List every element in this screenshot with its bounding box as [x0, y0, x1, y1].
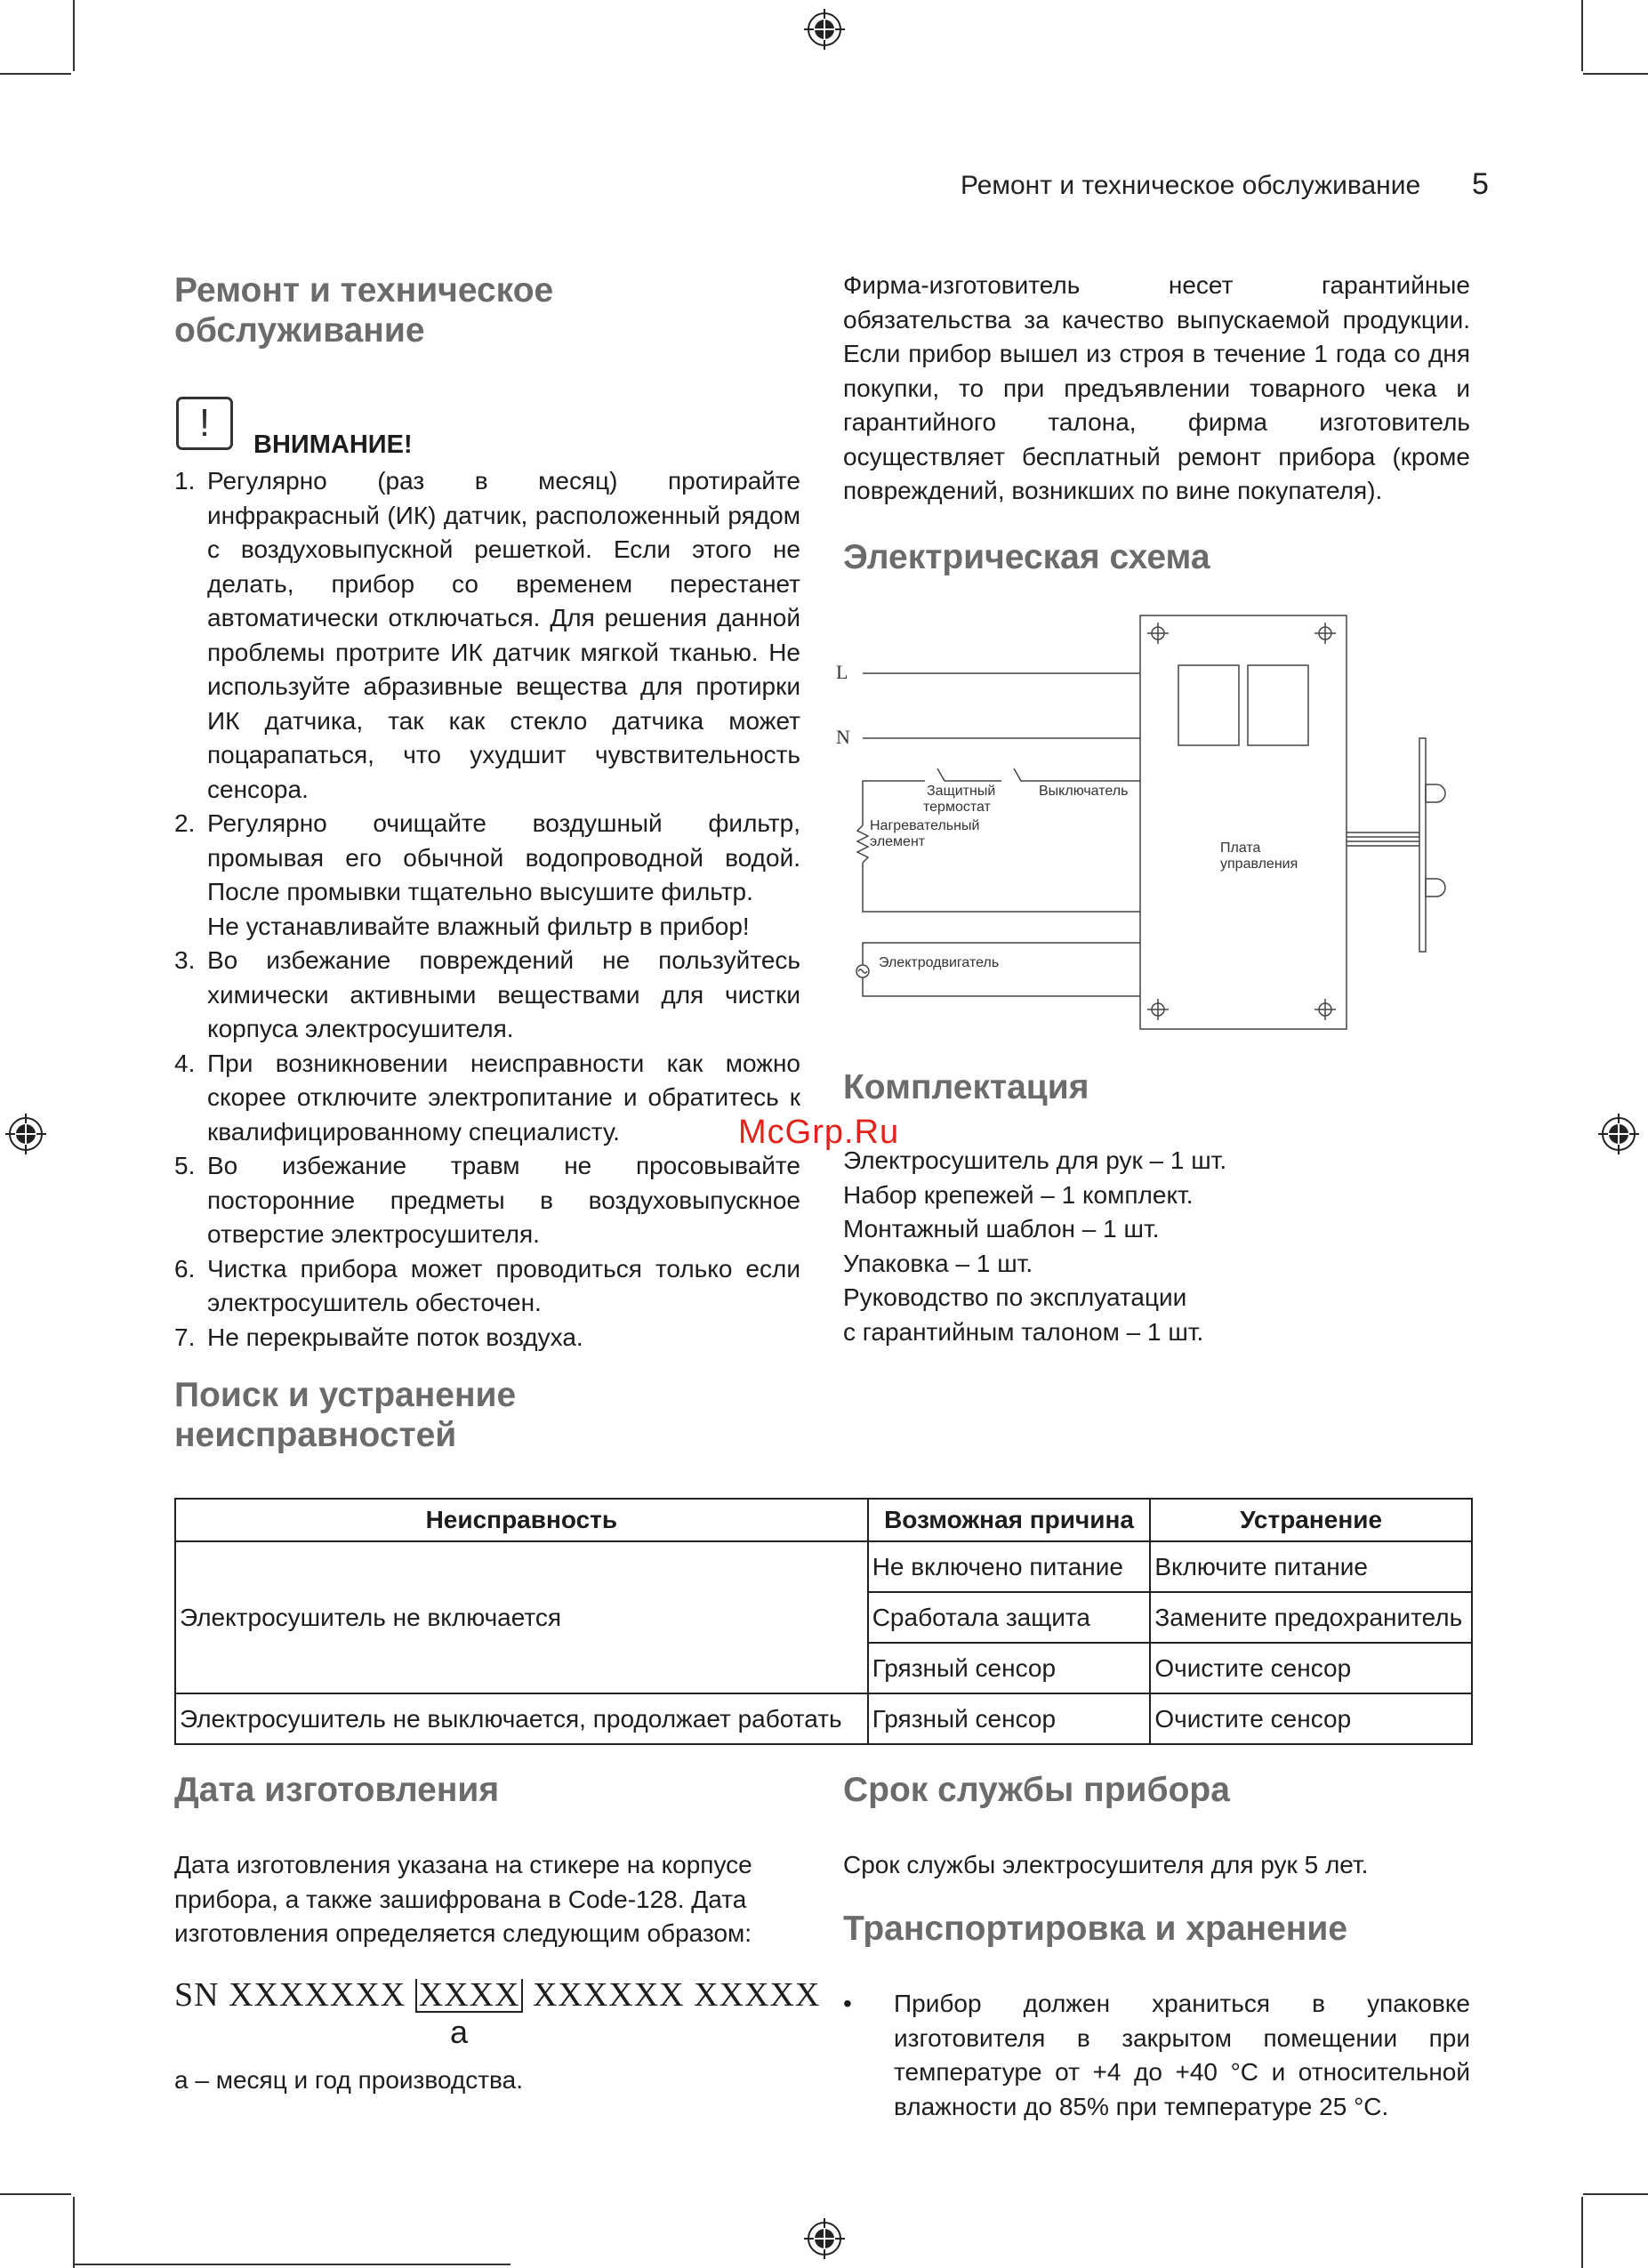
cause-cell: Не включено питание — [868, 1541, 1151, 1592]
crop-mark — [1581, 0, 1583, 71]
lifetime-text: Срок службы электросушителя для рук 5 лет. — [843, 1851, 1369, 1878]
warranty-text: Фирма-изготовитель несет гарантийные обязательства за качество выпускаемой продукции. Если прибор вышел из строя в течение 1 года со дня покупки, то при предъявлении товарного чека и гарантийного талона, фирма изготовитель осуществляет бесплатный ремонт прибора (кроме повреждений, возникших по вине покупателя). — [843, 271, 1470, 504]
kit-list — [843, 1144, 1470, 1349]
manufacture-text: Дата изготовления указана на стикере на корпусе прибора, а также зашифрована в Code-128. Дата изготовления определяется следующим образом: — [174, 1851, 752, 1947]
column-header: Возможная причина — [868, 1499, 1151, 1541]
list-item: с гарантийным талоном – 1 шт. — [843, 1317, 1204, 1346]
crop-mark — [73, 0, 75, 71]
label-motor: Электродвигатель — [879, 955, 1000, 970]
registration-mark-icon — [1596, 1112, 1641, 1156]
list-item: Набор крепежей – 1 комплект. — [843, 1180, 1194, 1209]
sensor-led-icon — [1426, 784, 1445, 802]
crop-mark — [1581, 2197, 1583, 2268]
label-n: N — [836, 726, 850, 748]
sensor-panel — [1419, 738, 1426, 952]
serial-suffix: XXXXXX XXXXX — [532, 1976, 821, 2014]
list-item: Монтажный шаблон – 1 шт. — [843, 1215, 1160, 1243]
table-row — [175, 1693, 1472, 1744]
crop-mark — [73, 2197, 75, 2268]
fault-cell: Электросушитель не включается — [175, 1541, 868, 1693]
label-thermostat: Защитный — [927, 784, 996, 799]
list-item: Электросушитель для рук – 1 шт. — [843, 1146, 1227, 1174]
serial-legend: a – месяц и год производства. — [174, 2066, 523, 2094]
page-number: 5 — [1472, 167, 1489, 201]
table-row — [175, 1541, 1472, 1592]
cause-cell: Сработала защита — [868, 1592, 1151, 1643]
list-item: 6. Чистка прибора может проводиться только если электросушитель обесточен. — [174, 1254, 800, 1316]
list-item: Руководство по эксплуатации — [843, 1283, 1187, 1311]
fix-cell: Очистите сенсор — [1150, 1693, 1472, 1744]
kit-heading: Комплектация — [843, 1068, 1089, 1106]
mount-hole-icon — [1147, 999, 1169, 1020]
list-item: 7. Не перекрывайте поток воздуха. — [174, 1323, 583, 1351]
column-header: Неисправность — [175, 1499, 868, 1541]
column-header: Устранение — [1150, 1499, 1472, 1541]
repair-heading: Ремонт и техническое обслуживание — [174, 271, 554, 350]
relay-2 — [1248, 665, 1308, 745]
serial-number-format — [174, 1975, 820, 2015]
crop-mark — [1583, 73, 1648, 75]
label-switch: Выключатель — [1039, 784, 1129, 799]
troubleshooting-heading: Поиск и устранение неисправностей — [174, 1376, 517, 1454]
label-l: L — [836, 661, 848, 683]
fix-cell: Очистите сенсор — [1150, 1643, 1472, 1693]
wire-heater — [1014, 768, 1140, 781]
label-board: Плата — [1220, 840, 1261, 856]
cause-cell: Грязный сенсор — [868, 1693, 1151, 1744]
crop-mark — [0, 73, 71, 75]
warning-label: ВНИМАНИЕ! — [253, 430, 413, 459]
list-item: 1. Регулярно (раз в месяц) протирайте инфракрасный (ИК) датчик, расположенный рядом с воздуховыпускной решеткой. Если этого не делать, прибор со временем перестанет автоматически отключаться. Для решения данной проблемы протрите ИК датчик мягкой тканью. Не используйте абразивные вещества для протирки ИК датчика, так как стекло датчика может поцарапаться, что ухудшит чувствительность сенсора. — [174, 467, 800, 803]
fix-cell: Включите питание — [1150, 1541, 1472, 1592]
crop-mark — [1583, 2193, 1648, 2195]
relay-1 — [1178, 665, 1239, 745]
registration-mark-icon — [802, 2216, 847, 2261]
heater-element — [857, 825, 868, 863]
mount-hole-icon — [1314, 623, 1336, 644]
list-item: 5. Во избежание травм не просовывайте посторонние предметы в воздуховыпускное отверстие электросушителя. — [174, 1152, 800, 1248]
watermark: McGrp.Ru — [738, 1114, 900, 1151]
manufacture-heading: Дата изготовления — [174, 1771, 500, 1809]
label-thermostat: термостат — [923, 800, 991, 815]
mount-hole-icon — [1147, 623, 1169, 644]
cause-cell: Грязный сенсор — [868, 1643, 1151, 1693]
label-heater: элемент — [870, 834, 926, 849]
list-item: 3. Во избежание повреждений не пользуйтесь химически активными веществами для чистки корпуса электросушителя. — [174, 946, 800, 1042]
transport-text: Прибор должен храниться в упаковке изготовителя в закрытом помещении при температуре от +4 до +40 °C и относительной влажности до 85% при температуре 25 °C. — [894, 1990, 1470, 2120]
mount-hole-icon — [1314, 999, 1336, 1020]
serial-prefix: SN XXXXXXX — [174, 1976, 406, 2014]
transport-bullet: • — [843, 1990, 852, 2017]
list-item: Упаковка – 1 шт. — [843, 1249, 1033, 1277]
maintenance-list — [174, 464, 800, 1355]
registration-mark-icon — [4, 1112, 48, 1156]
fault-cell: Электросушитель не выключается, продолжает работать — [175, 1693, 868, 1744]
crop-mark — [75, 2264, 510, 2265]
circuit-diagram — [827, 605, 1450, 1041]
list-item: 4. При возникновении неисправности как можно скорее отключите электропитание и обратитесь к квалифицированному специалисту. — [174, 1049, 800, 1146]
control-board — [1140, 615, 1347, 1029]
lifetime-heading: Срок службы прибора — [843, 1771, 1230, 1809]
warning-icon: ! — [176, 397, 233, 450]
troubleshooting-table — [174, 1498, 1473, 1745]
running-header: Ремонт и техническое обслуживание — [961, 171, 1421, 200]
label-heater: Нагревательный — [870, 818, 980, 833]
crop-mark — [0, 2193, 71, 2195]
transport-heading: Транспортировка и хранение — [843, 1910, 1348, 1948]
serial-marked: XXXX — [415, 1979, 524, 2013]
circuit-heading: Электрическая схема — [843, 538, 1210, 576]
fix-cell: Замените предохранитель — [1150, 1592, 1472, 1643]
registration-mark-icon — [802, 7, 847, 52]
sensor-led-icon — [1426, 879, 1445, 897]
label-board: управления — [1220, 857, 1298, 872]
table-header-row — [175, 1499, 1472, 1541]
serial-marker: a — [450, 2014, 469, 2050]
list-item: 2. Регулярно очищайте воздушный фильтр, промывая его обычной водопроводной водой. После промывки тщательно высушите фильтр. Не устанавливайте влажный фильтр в прибор! — [174, 809, 800, 940]
